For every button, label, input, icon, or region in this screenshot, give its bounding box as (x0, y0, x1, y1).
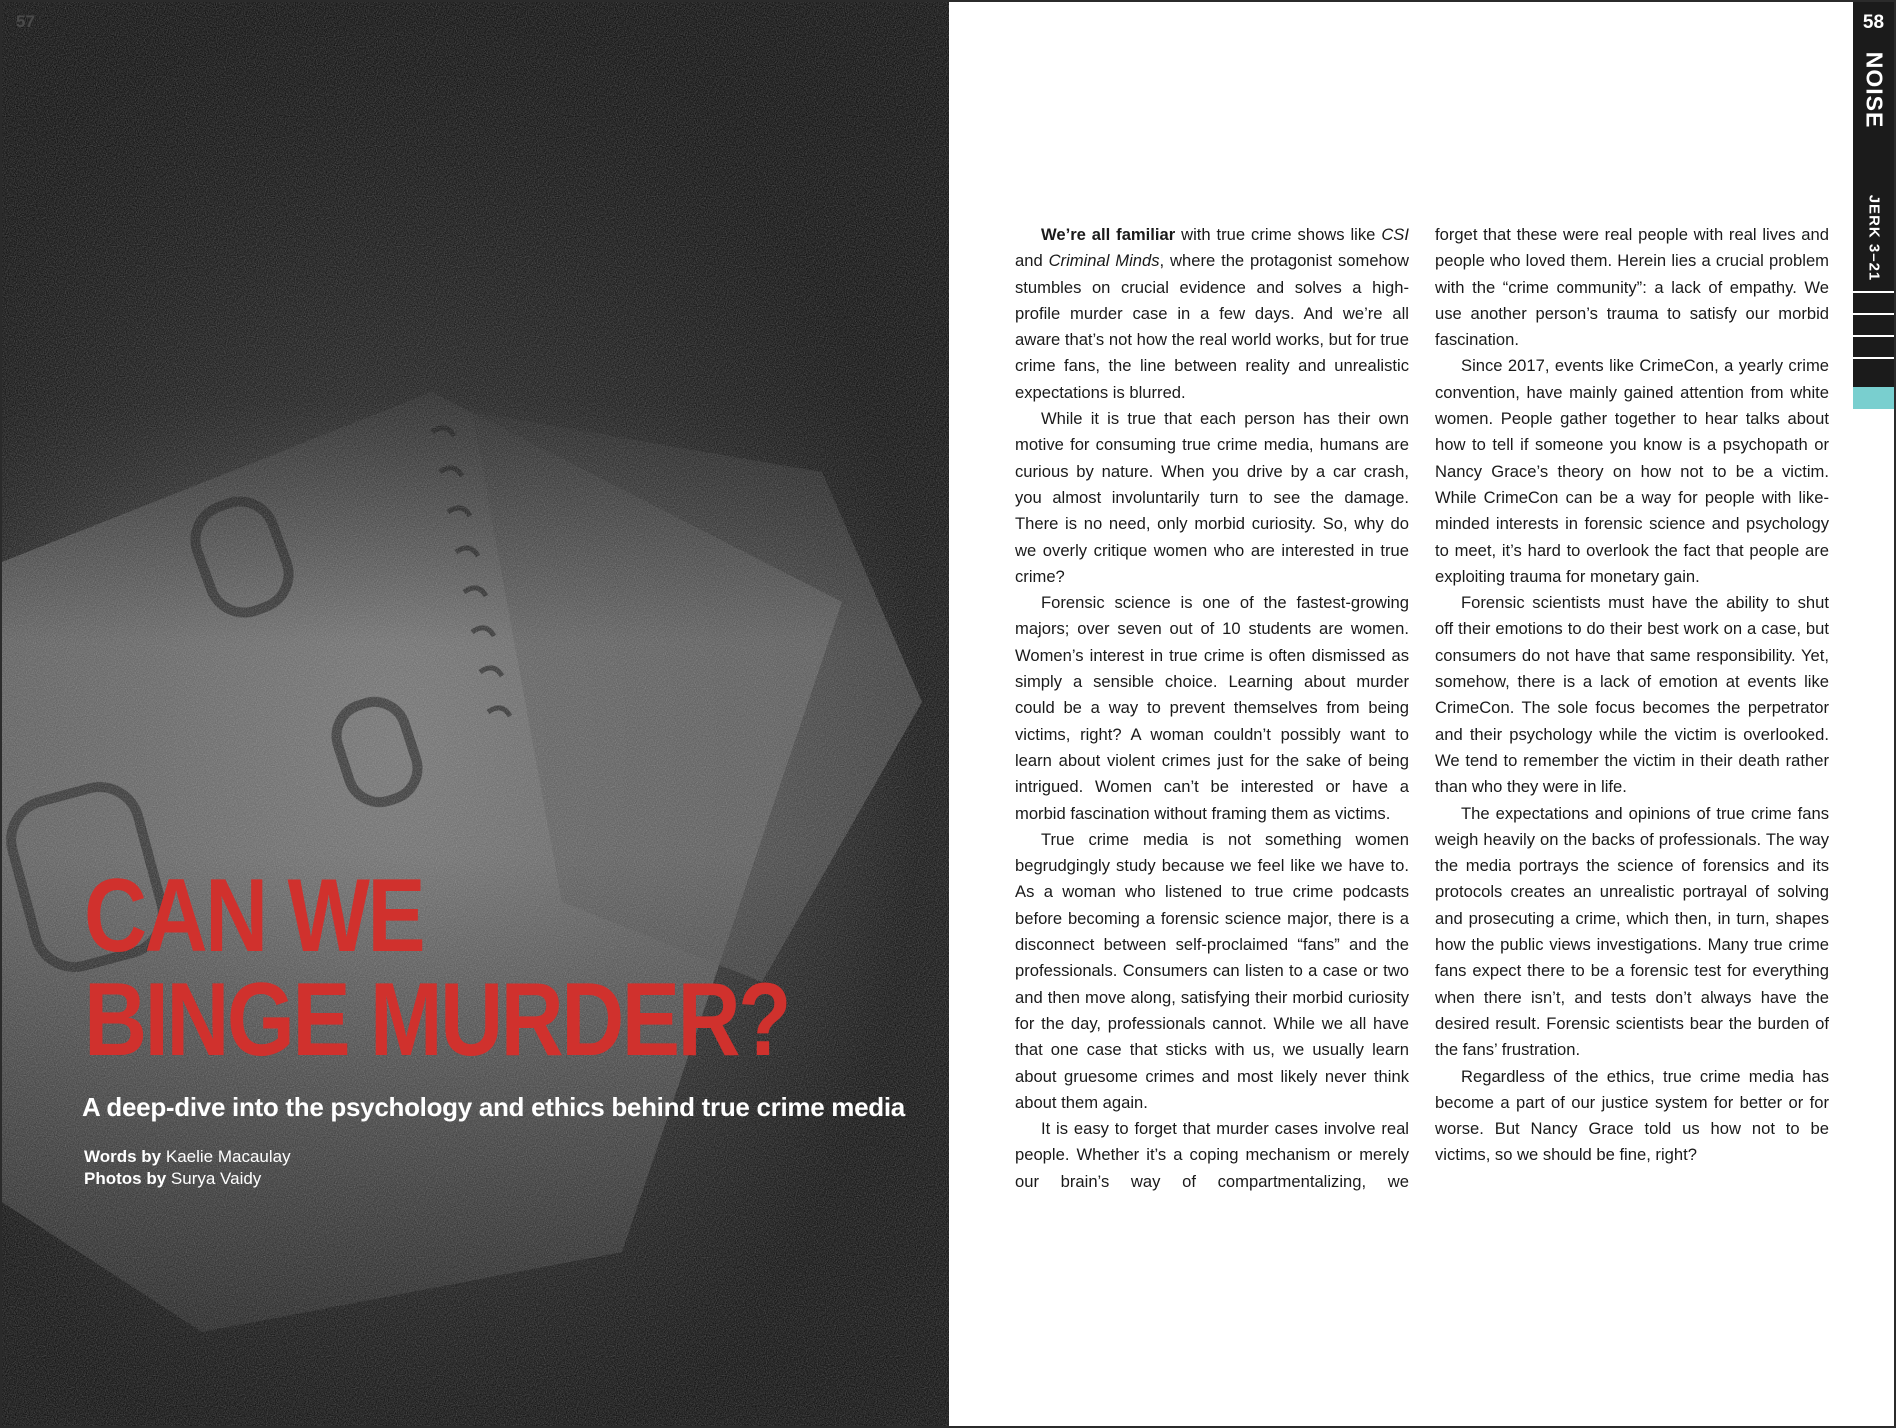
title-line-2: BINGE MURDER? (84, 962, 789, 1078)
paragraph-1-text-a: with true crime shows like (1175, 225, 1382, 244)
section-tab (1853, 2, 1894, 1426)
article-subtitle: A deep-dive into the psychology and ethics behind true crime media (82, 1092, 905, 1122)
tab-divider (1853, 335, 1894, 337)
show-title-csi: CSI (1381, 225, 1409, 244)
paragraph-1 (1015, 222, 1409, 406)
tab-divider (1853, 357, 1894, 359)
page-number-right: 58 (1862, 12, 1885, 33)
show-title-criminal-minds: Criminal Minds (1048, 251, 1160, 271)
page-number-left: 57 (16, 12, 35, 31)
paragraph-2: While it is true that each person has their own motive for consuming true crime media, humans are curious by nature. When you drive by a car crash, you almost involuntarily turn to see the damage. There is no need, only morbid curiosity. So, why do we overly critique women who are interested in true crime? (1015, 409, 1409, 586)
paragraph-1-text-b: and (1015, 251, 1049, 271)
paragraph-9: Regardless of the ethics, true crime media has become a part of our justice system for better or for worse. But Nancy Grace told us how not to be victims, so we should be fine, right? (1435, 1066, 1829, 1165)
issue-label: JERK 3–21 (1865, 194, 1883, 282)
photos-label: Photos by (84, 1169, 167, 1188)
text-page (949, 2, 1894, 1426)
title-line-1: CAN WE (84, 858, 424, 974)
paragraph-1-text-c: , where the protagonist somehow stumbles on crucial evidence and solves a high-profile murder case in a few days. And we’re all aware that’s not how the real world works, but for true crime fans, the line between reality and unrealistic expectations is blurred. (1015, 251, 1410, 402)
paragraph-5-end: forget that these were real people with real lives and people who loved them. Herein lies a crucial problem with the “crime community”: a lack of empathy. We use another person’s trauma to satisfy our morbid fascination. (1435, 225, 1829, 350)
photographer-credit (84, 1168, 291, 1190)
credits (84, 1146, 291, 1190)
tab-divider (1853, 291, 1894, 293)
author-credit (84, 1146, 291, 1168)
section-accent-marker (1853, 387, 1894, 409)
text-column-1 (1015, 222, 1409, 1195)
photographer-name: Surya Vaidy (170, 1169, 262, 1188)
paragraph-3: Forensic science is one of the fastest-growing majors; over seven out of 10 students are women. Women’s interest in true crime is often dismissed as simply a sensible choice. Learning about murder could be a way to prevent themselves from being victims, right? A woman couldn’t possibly want to learn about violent crimes just for the sake of being intrigued. Women can’t be interested or have a morbid fascination without framing them as victims. (1015, 593, 1409, 823)
paragraph-4: True crime media is not something women begrudgingly study because we feel like we have to. As a woman who listened to true crime podcasts before becoming a forensic science major, there is a disconnect between self-proclaimed “fans” and the professionals. Consumers can listen to a case or two and then move along, satisfying their morbid curiosity for the day, professionals cannot. While we all have that one case that sticks with us, we usually learn about gruesome crimes and most likely never think about them again. (1015, 829, 1409, 1112)
photo-page (2, 2, 949, 1426)
section-name: NOISE (1861, 51, 1888, 129)
paragraph-8: The expectations and opinions of true crime fans weigh heavily on the backs of professionals. The way the media portrays the science of forensics and its protocols creates an unrealistic portrayal of solving and prosecuting a crime, which then, in turn, shapes how the public views investigations. Many true crime fans expect there to be a forensic test for everything when there isn’t, and tests don’t always have the desired result. Forensic scientists bear the burden of the fans’ frustration. (1435, 803, 1829, 1060)
words-label: Words by (84, 1147, 162, 1166)
author-name: Kaelie Macaulay (165, 1147, 291, 1166)
paragraph-6: Since 2017, events like CrimeCon, a yearly crime convention, have mainly gained attention from white women. People gather together to hear talks about how to tell if someone you know is a psychopath or Nancy Grace’s theory on how not to be a victim. While CrimeCon can be a way for people with like-minded interests in forensic science and psychology to meet, it’s hard to overlook the fact that people are exploiting trauma for monetary gain. (1435, 356, 1829, 586)
paragraph-7: Forensic scientists must have the ability to shut off their emotions to do their best work on a case, but consumers do not have that same responsibility. Yet, somehow, there is a lack of emotion at events like CrimeCon. The sole focus becomes the perpetrator and their psychology while the victim is overlooked. We tend to remember the victim in their death rather than who they were in life. (1435, 593, 1829, 797)
paragraph-5-start: It is easy to forget that murder cases involve real people. Whether it’s a coping mechanism or merely our brain’s way of compartmentalizing, we (1015, 1119, 1409, 1191)
notebook-photo (2, 2, 949, 1426)
article-title (84, 858, 789, 1078)
lead-in: We’re all familiar (1041, 225, 1176, 244)
tab-divider (1853, 313, 1894, 315)
text-column-2 (1435, 222, 1829, 1169)
